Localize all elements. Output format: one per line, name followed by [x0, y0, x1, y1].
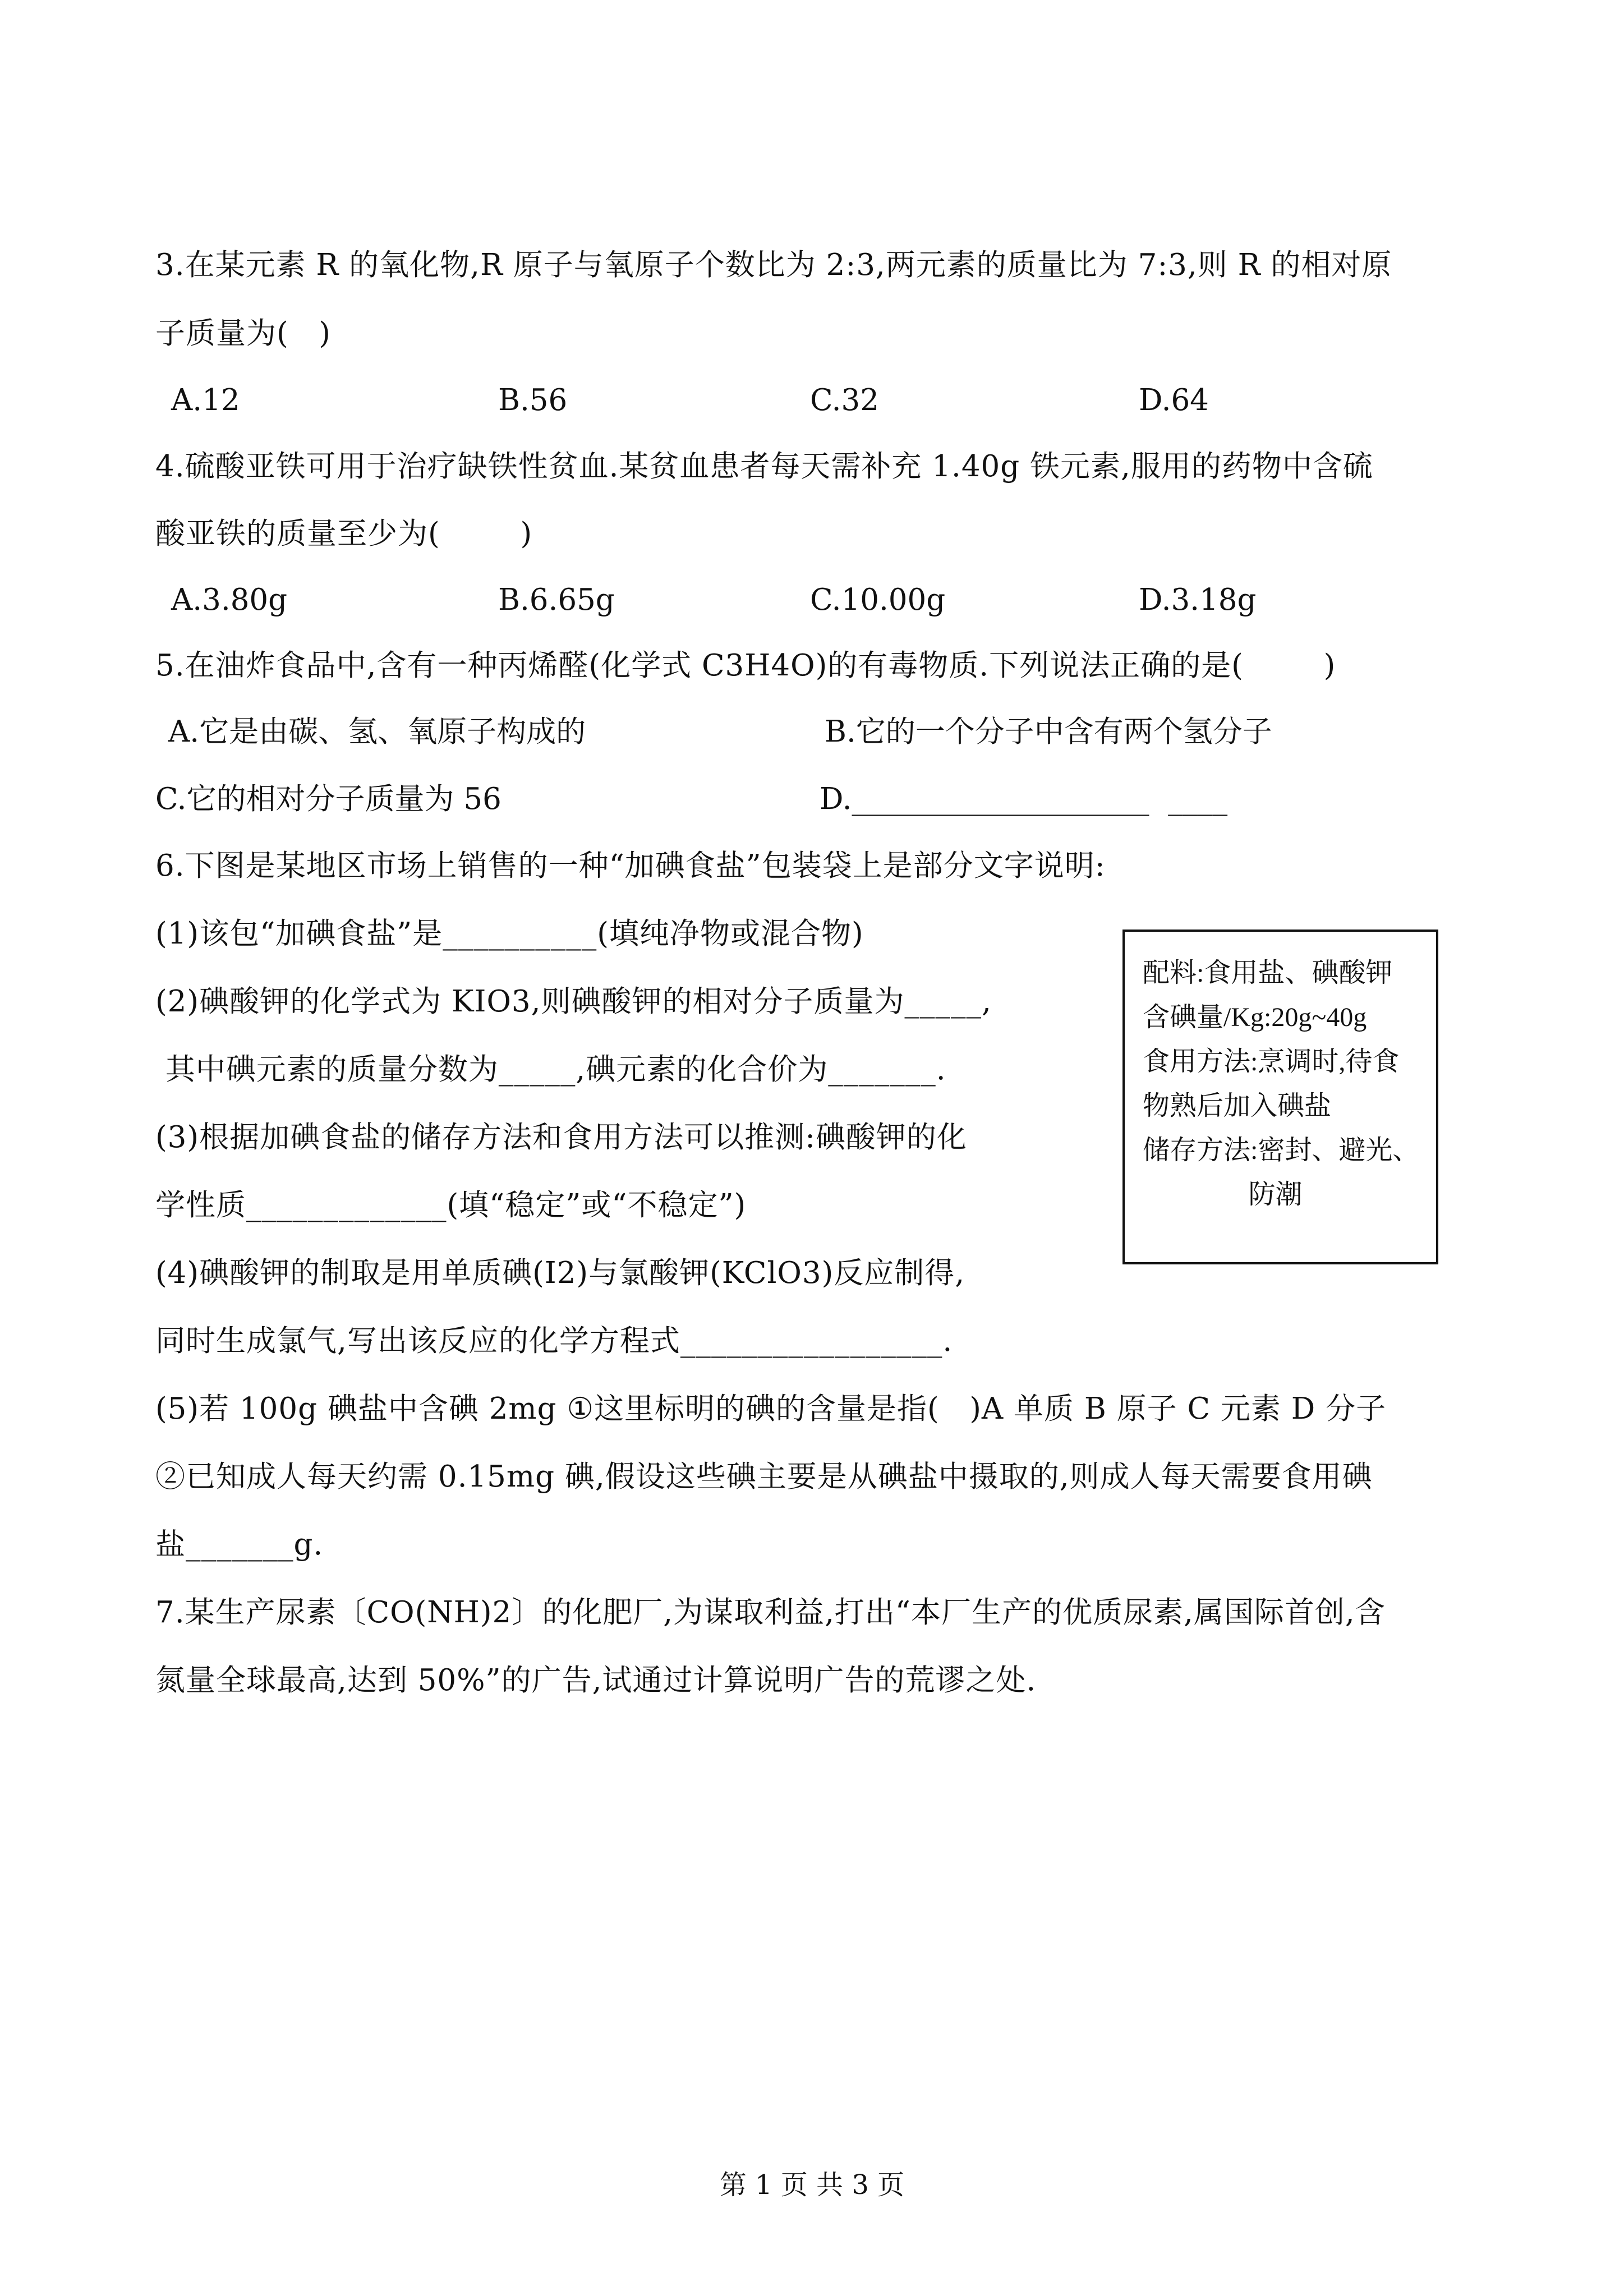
q5-option-d: D.____________________ ____	[820, 782, 1228, 816]
q6-part5-line1: (5)若 100g 碘盐中含碘 2mg ①这里标明的碘的含量是指( )A 单质 B 原子 C 元素 D 分子	[155, 1392, 1387, 1426]
q4-option-c: C.10.00g	[810, 583, 946, 617]
q7-line2: 氮量全球最高,达到 50%”的广告,试通过计算说明广告的荒谬之处.	[155, 1663, 1037, 1697]
q4-line1: 4.硫酸亚铁可用于治疗缺铁性贫血.某贫血患者每天需补充 1.40g 铁元素,服用的药物中含硫	[155, 449, 1373, 484]
q3-option-c: C.32	[810, 383, 879, 417]
q5-line1: 5.在油炸食品中,含有一种丙烯醛(化学式 C3H4O)的有毒物质.下列说法正确的是( )	[155, 648, 1336, 683]
q5-option-a: A.它是由碳、氢、氧原子构成的	[168, 715, 586, 749]
label-storage-line2: 防潮	[1248, 1180, 1303, 1209]
q3-line2: 子质量为( )	[155, 316, 331, 351]
q6-part4-line2: 同时生成氯气,写出该反应的化学方程式_________________.	[155, 1324, 953, 1358]
page-footer: 第 1 页 共 3 页	[719, 2169, 905, 2201]
q6-part5-line2: ②已知成人每天约需 0.15mg 碘,假设这些碘主要是从碘盐中摄取的,则成人每天需要食用碘	[155, 1460, 1373, 1494]
label-iodine-content: 含碘量/Kg:20g~40g	[1143, 1002, 1367, 1032]
q3-line1: 3.在某元素 R 的氧化物,R 原子与氧原子个数比为 2:3,两元素的质量比为 7:3,则 R 的相对原	[155, 248, 1392, 282]
q6-part1: (1)该包“加碘食盐”是__________(填纯净物或混合物)	[155, 917, 864, 951]
q4-option-d: D.3.18g	[1139, 583, 1257, 617]
q6-part5-line3: 盐_______g.	[155, 1527, 324, 1562]
label-usage-line1: 食用方法:烹调时,待食	[1143, 1047, 1400, 1076]
q6-part4-line1: (4)碘酸钾的制取是用单质碘(I2)与氯酸钾(KClO3)反应制得,	[155, 1256, 965, 1290]
label-usage-line2: 物熟后加入碘盐	[1143, 1091, 1332, 1121]
q6-part2-line2: 其中碘元素的质量分数为_____,碘元素的化合价为_______.	[155, 1052, 946, 1087]
q7-line1: 7.某生产尿素〔CO(NH)2〕的化肥厂,为谋取利益,打出“本厂生产的优质尿素,属国际首创,含	[155, 1595, 1386, 1630]
q3-option-b: B.56	[498, 383, 568, 417]
q4-line2: 酸亚铁的质量至少为( )	[155, 517, 533, 551]
salt-label-box	[1122, 930, 1438, 1264]
q5-option-c: C.它的相对分子质量为 56	[155, 782, 502, 816]
q4-option-a: A.3.80g	[171, 583, 288, 617]
q6-intro: 6.下图是某地区市场上销售的一种“加碘食盐”包装袋上是部分文字说明:	[155, 849, 1106, 883]
q3-option-d: D.64	[1139, 383, 1209, 417]
q4-option-b: B.6.65g	[498, 583, 615, 617]
q5-option-b: B.它的一个分子中含有两个氢分子	[825, 715, 1272, 749]
label-ingredients: 配料:食用盐、碘酸钾	[1143, 958, 1393, 988]
q3-option-a: A.12	[171, 383, 240, 417]
q6-part3-line2: 学性质_____________(填“稳定”或“不稳定”)	[155, 1188, 747, 1222]
label-storage-line1: 储存方法:密封、避光、	[1143, 1135, 1420, 1165]
q6-part3-line1: (3)根据加碘食盐的储存方法和食用方法可以推测:碘酸钾的化	[155, 1120, 967, 1154]
q6-part2-line1: (2)碘酸钾的化学式为 KIO3,则碘酸钾的相对分子质量为_____,	[155, 984, 992, 1019]
